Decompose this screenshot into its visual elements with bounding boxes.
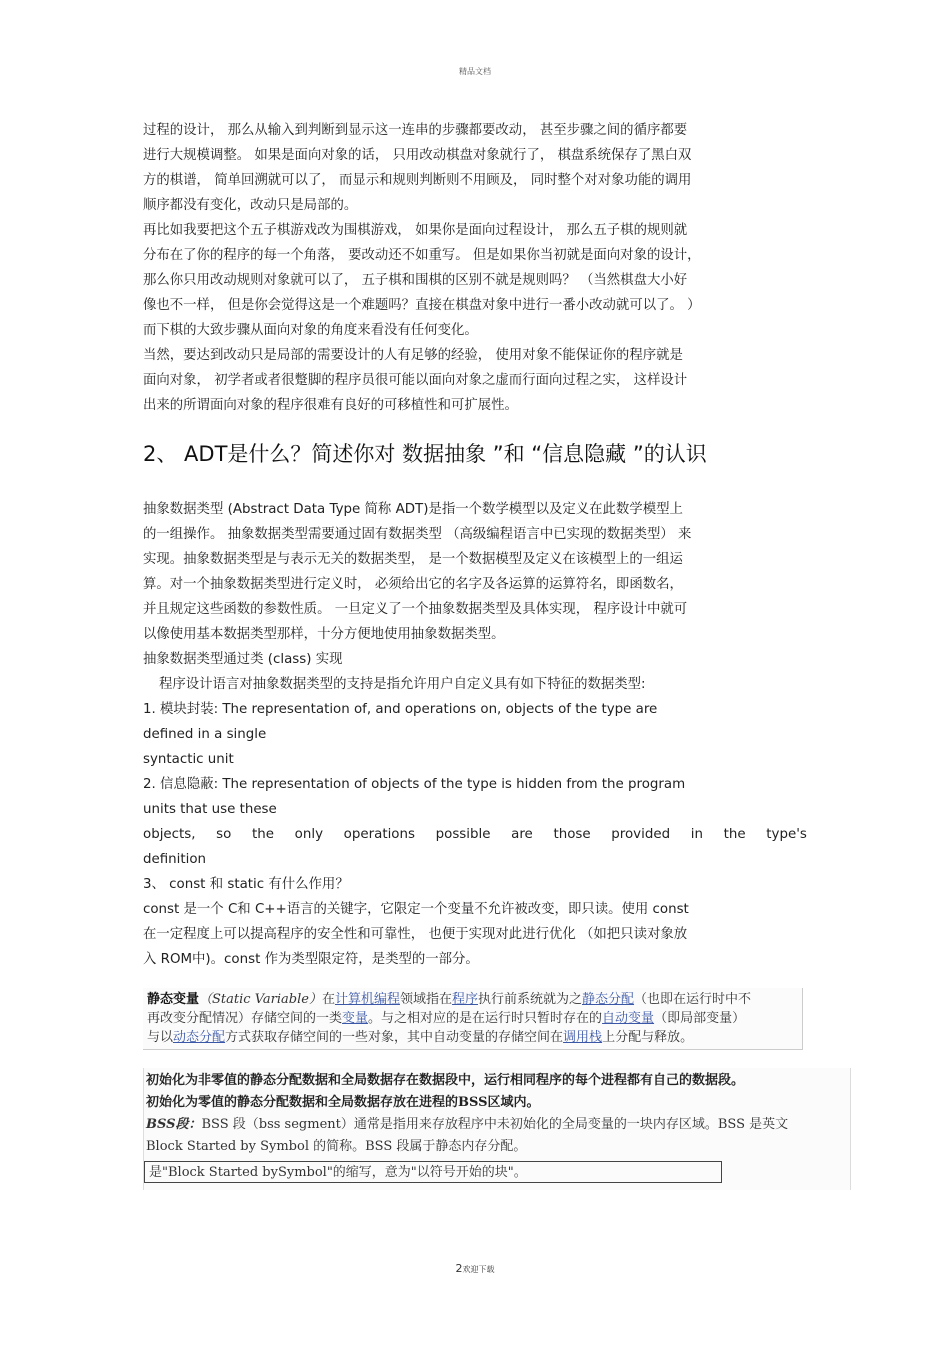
bss-label: BSS段： [146,1117,202,1132]
feature-encapsulation [143,697,807,772]
text-line: 2. 信息隐蔽: The representation of objects of the type is hidden from the program [143,777,686,792]
text-line: definition [143,852,207,867]
text-line: 入 ROM中)。const 作为类型限定符，是类型的一部分。 [143,952,479,967]
text-line: 抽象数据类型通过类 (class) 实现 [143,652,343,667]
figure-row [144,1114,850,1136]
text-line: 进行大规模调整。 如果是面向对象的话， 只用改动棋盘对象就行了， 棋盘系统保存了黑白双 [143,148,692,163]
paragraph-experience [143,343,807,418]
text-line: 而下棋的大致步骤从面向对象的角度来看没有任何变化。 [143,323,478,338]
link-dynamic-allocation[interactable]: 动态分配 [173,1030,226,1045]
word: provided [611,827,671,842]
figure-text: 上分配与释放。 [602,1030,694,1045]
figure-row [147,990,798,1009]
figure-text: 再改变分配情况）存储空间的一类 [147,1011,343,1026]
text-line: 出来的所谓面向对象的程序很难有良好的可移植性和可扩展性。 [143,398,518,413]
figure-text: 与以 [147,1030,174,1045]
text-line: defined in a single [143,727,267,742]
link-static-allocation[interactable]: 静态分配 [582,992,635,1007]
paragraph-go-game [143,218,807,343]
paragraph-adt [143,497,807,672]
question-const-static: 3、 const 和 static 有什么作用？ [143,877,349,892]
figure-row [147,1028,798,1047]
word: objects, [143,827,196,842]
link-computer-programming[interactable]: 计算机编程 [334,992,400,1007]
text-line: syntactic unit [143,752,234,767]
text-line: 并且规定这些函数的参数性质。 一旦定义了一个抽象数据类型及具体实现， 程序设计中就可 [143,602,688,617]
figure-text: （即局部变量） [654,1011,746,1026]
feature-information-hiding [143,772,807,872]
section-heading: 2、 ADT是什么？简述你对 数据抽象 ”和 “信息隐藏 ”的认识 [143,442,707,466]
text-line: 在一定程度上可以提高程序的安全性和可靠性， 也便于实现对此进行优化 （如把只读对象放 [143,927,688,942]
figure-text: 。与之相对应的是在运行时只暂时存在的 [368,1011,603,1026]
figure-row: 初始化为非零值的静态分配数据和全局数据存在数据段中，运行相同程序的每个进程都有自己的数据段。 [146,1073,745,1088]
figure-text: 方式获取存储空间的一些对象，其中自动变量的存储空间在 [225,1030,564,1045]
page-header: 精品文档 [459,67,491,76]
text-line: 分布在了你的程序的每一个角落， 要改动还不如重写。 但是如果你当初就是面向对象的设计， [143,248,701,263]
word: operations [343,827,415,842]
text-line: 再比如我要把这个五子棋游戏改为围棋游戏， 如果你是面向过程设计， 那么五子棋的规则就 [143,223,688,238]
text-line: 面向对象， 初学者或者很蹩脚的程序员很可能以面向对象之虚而行面向过程之实， 这样设计 [143,373,688,388]
word: possible [435,827,491,842]
text-line: 当然，要达到改动只是局部的需要设计的人有足够的经验， 使用对象不能保证你的程序就是 [143,348,683,363]
document-body [143,118,807,972]
page-number: 2 [455,1262,463,1275]
word: so [216,827,232,842]
text-line: 抽象数据类型 (Abstract Data Type 简称 ADT)是指一个数学模型以及定义在此数学模型上 [143,502,683,517]
text-line: const 是一个 C和 C++语言的关键字，它限定一个变量不允许被改变，即只读。使用 const [143,902,689,917]
figure-text: 在 [321,992,335,1007]
word: type's [766,827,807,842]
figure-row: 初始化为零值的静态分配数据和全局数据存放在进程的BSS区域内。 [146,1095,540,1110]
text-line: 1. 模块封装: The representation of, and operations on, objects of the type are [143,702,658,717]
text-line: 顺序都没有变化，改动只是局部的。 [143,198,358,213]
bss-segment-screenshot [143,1068,851,1190]
figure-row [147,1009,798,1028]
word: the [723,827,746,842]
word: are [511,827,533,842]
word: those [553,827,591,842]
link-program[interactable]: 程序 [451,992,478,1007]
text-line: 以像使用基本数据类型那样，十分方便地使用抽象数据类型。 [143,627,505,642]
figure-row: Block Started by Symbol 的简称。BSS 段属于静态内存分配。 [146,1139,527,1154]
figure-text: BSS 段（bss segment）通常是指用来存放程序中未初始化的全局变量的一块内存区域。BSS 是英文 [201,1117,789,1132]
bss-note-box: 是"Block Started bySymbol"的缩写，意为"以符号开始的块"。 [144,1161,722,1183]
term-label: 静态变量 [147,992,200,1007]
link-variable[interactable]: 变量 [342,1011,369,1026]
figure-text: 执行前系统就为之 [478,992,583,1007]
page-footer [0,1262,950,1275]
word: the [252,827,274,842]
figure-text: 领域指在 [399,992,452,1007]
word: only [294,827,323,842]
term-english: （Static Variable） [199,992,322,1007]
support-intro: 程序设计语言对抽象数据类型的支持是指允许用户自定义具有如下特征的数据类型: [159,677,646,692]
paragraph-const [143,897,807,972]
text-line: 过程的设计， 那么从输入到判断到显示这一连串的步骤都要改动， 甚至步骤之间的循序都要 [143,123,688,138]
text-line: 那么你只用改动规则对象就可以了， 五子棋和围棋的区别不就是规则吗？ （当然棋盘大小好 [143,273,688,288]
text-line: 的一组操作。 抽象数据类型需要通过固有数据类型 （高级编程语言中已实现的数据类型） 来 [143,527,692,542]
text-line: 算。对一个抽象数据类型进行定义时， 必须给出它的名字及各运算的运算符名，即函数名， [143,577,683,592]
text-line: 方的棋谱， 简单回溯就可以了， 而显示和规则判断则不用顾及， 同时整个对对象功能的调用 [143,173,692,188]
figure-text: （也即在运行时中不 [634,992,752,1007]
text-line: units that use these [143,802,277,817]
word: in [690,827,703,842]
justified-line [143,822,807,847]
paragraph-oop-chess [143,118,807,218]
link-automatic-variable[interactable]: 自动变量 [602,1011,655,1026]
text-line: 像也不一样， 但是你会觉得这是一个难题吗？直接在棋盘对象中进行一番小改动就可以了。 ） [143,298,701,313]
text-line: 实现。抽象数据类型是与表示无关的数据类型， 是一个数据模型及定义在该模型上的一组运 [143,552,683,567]
footer-label: 欢迎下载 [462,1265,495,1274]
static-variable-screenshot [143,988,803,1050]
link-call-stack[interactable]: 调用栈 [563,1030,603,1045]
